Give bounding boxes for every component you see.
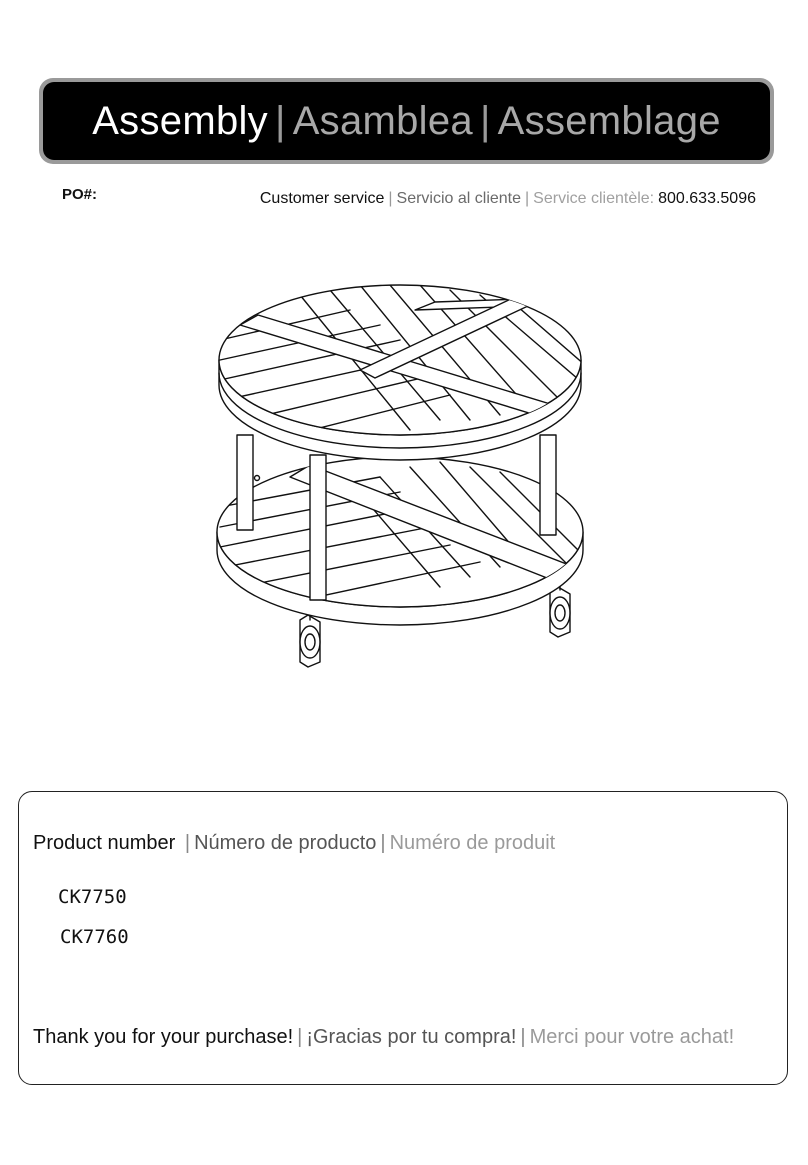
product-number-french: Numéro de produit [389,832,556,854]
cs-separator: | [388,190,393,207]
customer-service-phone: 800.633.5096 [658,190,756,207]
title-separator: | [274,98,286,143]
product-code: CK7760 [60,926,129,948]
customer-service-french: Service clientèle: [533,190,655,207]
thanks-french: Merci pour votre achat! [529,1026,735,1048]
customer-service-english: Customer service [259,190,385,207]
product-code: CK7750 [58,886,127,908]
thanks-spanish: ¡Gracias por tu compra! [306,1026,517,1048]
customer-service-line [260,190,756,208]
po-number-label: PO#: [62,186,98,203]
product-number-english: Product number [33,832,176,854]
customer-service-spanish: Servicio al cliente [396,190,522,207]
title-banner [43,82,770,160]
cs-separator: | [525,190,530,207]
product-number-spanish: Número de producto [194,832,377,854]
pn-separator: | [184,832,191,854]
title-french: Assemblage [497,98,721,143]
pn-separator: | [380,832,386,854]
thanks-separator: | [297,1026,303,1048]
thank-you-line [33,1026,734,1049]
title-separator: | [479,98,491,143]
round-coffee-table-illustration [200,270,600,670]
title-spanish: Asamblea [292,98,473,143]
product-number-heading [33,832,555,855]
thanks-english: Thank you for your purchase! [33,1026,294,1048]
thanks-separator: | [520,1026,526,1048]
title-english: Assembly [92,98,268,143]
